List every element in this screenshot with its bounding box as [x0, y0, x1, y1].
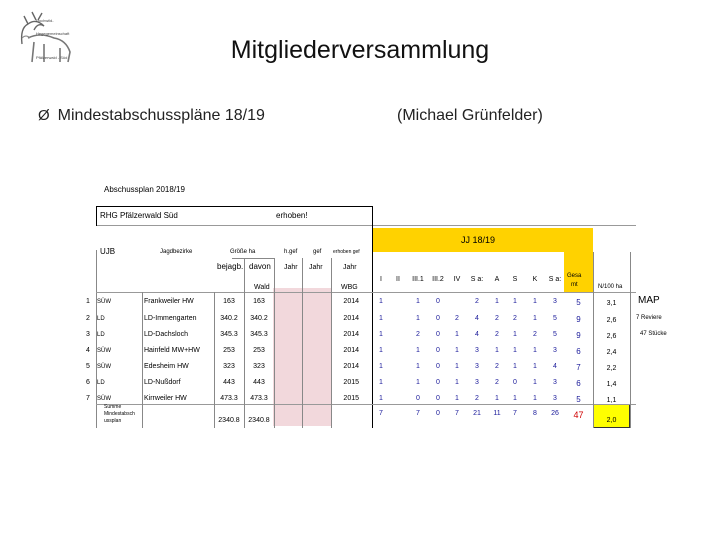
row-class-value: 1: [379, 298, 383, 305]
grid-line: [96, 225, 636, 226]
summe-class-value: 8: [533, 410, 537, 417]
row-number: 3: [86, 331, 90, 338]
row-number: 1: [86, 298, 90, 305]
row-class-value: 1: [416, 379, 420, 386]
grid-line: [331, 258, 332, 428]
row-class-value: 1: [513, 298, 517, 305]
row-n100: 2,4: [606, 349, 617, 356]
hhg-label: RHG Pfälzerwald Süd: [100, 211, 178, 220]
row-jagdbezirk: LD-Dachsloch: [144, 331, 188, 338]
class-header: K: [532, 276, 538, 283]
col-gesamt-2: mt: [571, 282, 578, 288]
class-header: S a:: [548, 276, 562, 283]
class-header: S a:: [470, 276, 484, 283]
row-jagdbezirk: Kirrweiler HW: [144, 395, 187, 402]
grid-line: [96, 206, 97, 226]
summe-bejagb: 2340.8: [218, 417, 240, 424]
row-class-value: 0: [436, 331, 440, 338]
summe-class-value: 26: [551, 410, 559, 417]
summe-class-value: 7: [416, 410, 420, 417]
row-class-value: 1: [533, 379, 537, 386]
row-class-value: 1: [416, 363, 420, 370]
row-jahr: 2015: [343, 379, 359, 386]
row-gesamt: 5: [576, 395, 581, 404]
presenter-name: (Michael Grünfelder): [397, 107, 543, 124]
row-gesamt: 6: [576, 347, 581, 356]
row-class-value: 4: [475, 331, 479, 338]
row-jahr: 2014: [343, 347, 359, 354]
row-class-value: 1: [455, 395, 459, 402]
row-class-value: 3: [475, 363, 479, 370]
row-class-value: 4: [475, 315, 479, 322]
row-ujb: SÜW: [97, 348, 111, 354]
row-class-value: 1: [379, 395, 383, 402]
row-number: 4: [86, 347, 90, 354]
row-class-value: 1: [533, 395, 537, 402]
sheet-caption: Abschussplan 2018/19: [104, 185, 185, 194]
logo-text-2: Hegegemeinschaft: [36, 31, 70, 36]
row-bejagb: 253: [223, 347, 235, 354]
row-class-value: 1: [379, 315, 383, 322]
row-class-value: 2: [495, 331, 499, 338]
col-wbg: WBG: [341, 284, 358, 291]
row-class-value: 1: [416, 347, 420, 354]
row-class-value: 1: [455, 331, 459, 338]
row-gesamt: 9: [576, 315, 581, 324]
row-davon: 163: [253, 298, 265, 305]
summe-class-value: 21: [473, 410, 481, 417]
row-class-value: 2: [475, 298, 479, 305]
row-ujb: SÜW: [97, 299, 111, 305]
row-jahr: 2014: [343, 331, 359, 338]
col-jagdbezirk: Jagdbezirke: [160, 249, 193, 255]
row-class-value: 1: [455, 379, 459, 386]
col-wald: Wald: [254, 284, 270, 291]
col-gesamt-1: Gesa: [567, 273, 582, 279]
row-class-value: 1: [513, 395, 517, 402]
row-class-value: 1: [379, 331, 383, 338]
grid-line: [302, 258, 303, 428]
row-jahr: 2014: [343, 298, 359, 305]
row-class-value: 2: [513, 315, 517, 322]
row-class-value: 1: [379, 363, 383, 370]
row-ujb: LD: [97, 332, 105, 338]
class-header: IV: [453, 276, 461, 283]
class-header: A: [494, 276, 500, 283]
class-header: III.2: [432, 276, 444, 283]
row-class-value: 0: [436, 347, 440, 354]
row-n100: 1,1: [606, 397, 617, 404]
row-davon: 253: [253, 347, 265, 354]
row-davon: 323: [253, 363, 265, 370]
summe-class-value: 11: [493, 410, 501, 417]
grid-line: [142, 292, 143, 428]
row-bejagb: 473.3: [220, 395, 238, 402]
row-jahr: 2015: [343, 395, 359, 402]
row-class-value: 4: [553, 363, 557, 370]
row-ujb: SÜW: [97, 396, 111, 402]
row-number: 7: [86, 395, 90, 402]
summe-gesamt: 47: [573, 410, 584, 420]
row-bejagb: 323: [223, 363, 235, 370]
row-ujb: SÜW: [97, 364, 111, 370]
summary-highlight: [593, 404, 630, 428]
col-hgef-jahr: Jahr: [284, 264, 298, 271]
row-class-value: 1: [416, 298, 420, 305]
row-class-value: 1: [495, 298, 499, 305]
row-jagdbezirk: Hainfeld MW+HW: [144, 347, 200, 354]
row-class-value: 3: [475, 347, 479, 354]
bullet-arrow-icon: Ø: [38, 107, 50, 124]
row-class-value: 3: [553, 379, 557, 386]
row-class-value: 0: [513, 379, 517, 386]
row-class-value: 2: [475, 395, 479, 402]
note-stuecke: 47 Stücke: [640, 331, 667, 337]
row-class-value: 1: [495, 395, 499, 402]
col-erhoben-gef: erhoben gef: [333, 249, 360, 255]
row-gesamt: 7: [576, 363, 581, 372]
row-gesamt: 9: [576, 331, 581, 340]
row-class-value: 1: [533, 298, 537, 305]
gesamt-header-band: [564, 252, 593, 292]
summe-class-value: 0: [436, 410, 440, 417]
row-class-value: 3: [475, 379, 479, 386]
col-gef-jahr: Jahr: [309, 264, 323, 271]
row-jagdbezirk: LD-Nußdorf: [144, 379, 181, 386]
row-class-value: 0: [436, 395, 440, 402]
row-bejagb: 340.2: [220, 315, 238, 322]
summe-label-2: Mindestabsch: [104, 411, 135, 417]
bullet-text: Mindestabschusspläne 18/19: [57, 107, 265, 124]
col-n100: N/100 ha: [598, 284, 623, 290]
row-bejagb: 443: [223, 379, 235, 386]
class-header: I: [380, 276, 382, 283]
col-groesse: Größe ha: [230, 249, 256, 255]
summe-class-value: 7: [455, 410, 459, 417]
row-class-value: 2: [495, 315, 499, 322]
class-header: III.1: [412, 276, 424, 283]
grid-line: [630, 252, 631, 428]
grid-line: [274, 258, 275, 428]
grid-line: [96, 206, 372, 207]
row-n100: 3,1: [606, 300, 617, 307]
row-number: 6: [86, 379, 90, 386]
col-gef: gef: [313, 249, 322, 255]
row-class-value: 2: [455, 315, 459, 322]
summe-class-value: 7: [379, 410, 383, 417]
col-erhoben-jahr: Jahr: [343, 264, 357, 271]
row-class-value: 1: [416, 315, 420, 322]
row-jagdbezirk: Edesheim HW: [144, 363, 189, 370]
row-n100: 2,6: [606, 333, 617, 340]
row-gesamt: 5: [576, 298, 581, 307]
row-n100: 2,6: [606, 317, 617, 324]
col-bejagb: bejagb.: [217, 262, 244, 271]
grid-line: [232, 258, 274, 259]
grid-line: [96, 292, 636, 293]
row-class-value: 2: [495, 363, 499, 370]
row-class-value: 1: [513, 347, 517, 354]
row-class-value: 1: [513, 331, 517, 338]
row-class-value: 1: [455, 363, 459, 370]
row-class-value: 1: [533, 315, 537, 322]
col-hgef: h.gef: [284, 249, 298, 255]
grid-line: [244, 258, 245, 428]
summe-class-value: 7: [513, 410, 517, 417]
row-class-value: 1: [495, 347, 499, 354]
row-class-value: 3: [553, 395, 557, 402]
summe-davon: 2340.8: [248, 417, 270, 424]
row-class-value: 2: [495, 379, 499, 386]
row-n100: 1,4: [606, 381, 617, 388]
row-ujb: LD: [97, 316, 105, 322]
row-ujb: LD: [97, 380, 105, 386]
row-class-value: 3: [553, 347, 557, 354]
row-class-value: 0: [436, 298, 440, 305]
summe-n100: 2,0: [606, 417, 617, 424]
jj-label: JJ 18/19: [461, 235, 496, 245]
row-number: 2: [86, 315, 90, 322]
col-davon: davon: [249, 262, 271, 271]
row-class-value: 0: [436, 363, 440, 370]
row-jagdbezirk: LD-Immengarten: [144, 315, 197, 322]
logo-text-1: Hochwild-: [36, 18, 54, 23]
row-class-value: 0: [416, 395, 420, 402]
row-class-value: 1: [513, 363, 517, 370]
note-reviere: 7 Reviere: [636, 315, 662, 321]
grid-line: [96, 404, 636, 405]
row-class-value: 2: [533, 331, 537, 338]
row-jahr: 2014: [343, 363, 359, 370]
row-class-value: 1: [533, 363, 537, 370]
row-class-value: 3: [553, 298, 557, 305]
class-header: II: [396, 276, 400, 283]
row-class-value: 0: [436, 379, 440, 386]
row-gesamt: 6: [576, 379, 581, 388]
grid-line: [214, 292, 215, 428]
row-class-value: 0: [436, 315, 440, 322]
row-class-value: 1: [455, 347, 459, 354]
class-header: S: [512, 276, 518, 283]
bullet-item: [38, 107, 265, 125]
row-davon: 345.3: [250, 331, 268, 338]
row-jahr: 2014: [343, 315, 359, 322]
row-jagdbezirk: Frankweiler HW: [144, 298, 194, 305]
summe-label-3: ussplan: [104, 418, 122, 424]
row-class-value: 5: [553, 331, 557, 338]
row-davon: 473.3: [250, 395, 268, 402]
row-davon: 443: [253, 379, 265, 386]
row-class-value: 5: [553, 315, 557, 322]
row-bejagb: 163: [223, 298, 235, 305]
row-davon: 340.2: [250, 315, 268, 322]
erhoben-label: erhoben!: [276, 211, 308, 220]
slide-title: Mitgliederversammlung: [230, 36, 490, 64]
logo-text-3: Pfälzerwald - Süd: [36, 55, 68, 60]
summe-label-1: Summe: [104, 404, 122, 410]
row-number: 5: [86, 363, 90, 370]
row-n100: 2,2: [606, 365, 617, 372]
row-class-value: 2: [416, 331, 420, 338]
row-bejagb: 345.3: [220, 331, 238, 338]
row-class-value: 1: [379, 347, 383, 354]
col-ujb: UJB: [100, 247, 116, 256]
row-class-value: 1: [533, 347, 537, 354]
row-class-value: 1: [379, 379, 383, 386]
note-map: MAP: [638, 295, 660, 306]
